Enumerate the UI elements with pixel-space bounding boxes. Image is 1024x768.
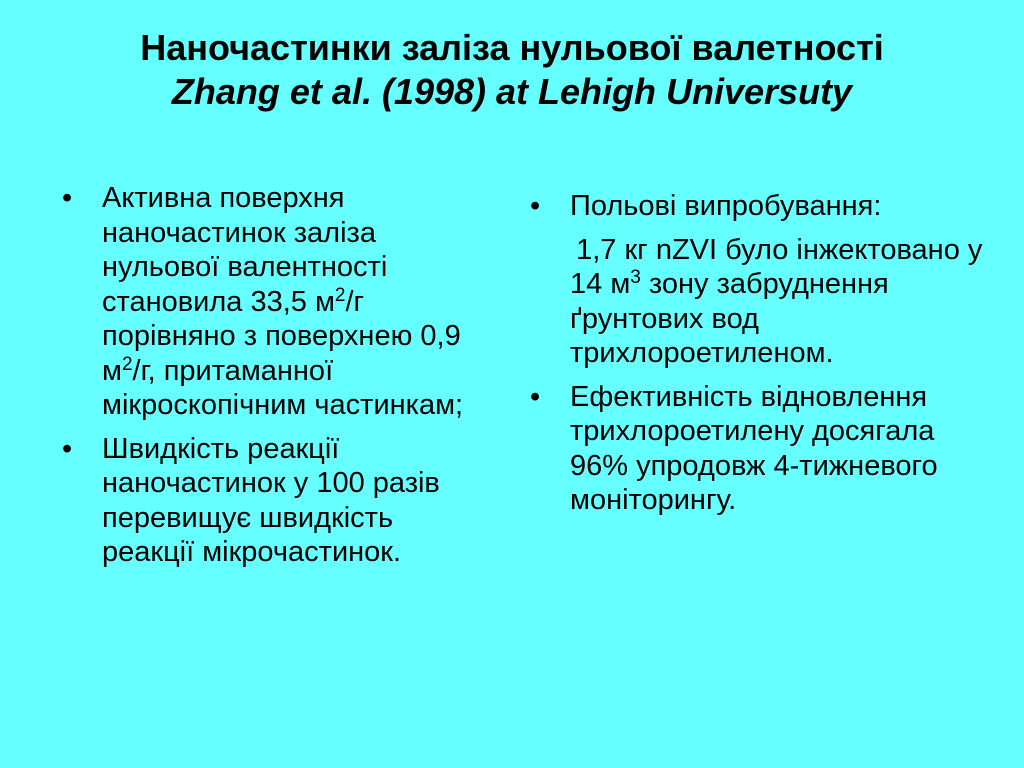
- left-bullet1-superscript1: 2: [334, 284, 346, 306]
- left-bullet1-text-part2: /г порівняно з поверхнею 0,9 м: [102, 285, 461, 387]
- right-bullet2-text: Ефективність відновлення трихлороетилену досягала 96% упродовж 4-тижневого моніторингу.: [570, 380, 938, 516]
- right-bullet-efficiency: [530, 380, 1000, 518]
- right-bullet1-text: Польові випробування:: [570, 190, 882, 222]
- left-bullet-surface-area: [62, 181, 482, 423]
- left-bullet1-superscript2: 2: [121, 353, 133, 375]
- slide-title-line1: Наночастинки заліза нульової валетності: [140, 27, 884, 68]
- bullet-icon: •: [530, 190, 541, 222]
- bullet-icon: •: [62, 432, 73, 465]
- slide-title-line2: Zhang et al. (1998) at Lehigh Universuty: [171, 71, 853, 112]
- left-bullet2-text: Швидкість реакції наночастинок у 100 разів перевищує швидкість реакції мікрочастинок.: [102, 432, 440, 568]
- bullet-icon: •: [530, 380, 541, 413]
- right-continuation-text-part2: зону забруднення ґрунтових вод трихлороетиленом.: [570, 268, 897, 369]
- right-continuation-text-part1: 1,7 кг nZVI було інжектовано у 14 м: [560, 233, 991, 300]
- left-bullet1-text-part1: Активна поверхня наночастинок заліза нульової валентності становила 33,5 м: [102, 182, 388, 318]
- left-column: [62, 181, 482, 579]
- right-continuation-paragraph: [530, 233, 1000, 371]
- right-column: [530, 189, 1000, 527]
- right-continuation-superscript: 3: [630, 267, 641, 288]
- bullet-icon: •: [62, 182, 73, 214]
- slide-title: [0, 26, 1024, 114]
- left-bullet-reaction-rate: [62, 432, 482, 570]
- right-bullet-field-tests: [530, 189, 1000, 224]
- left-bullet1-text-part3: /г, притаманної мікроскопічним частинкам;: [102, 354, 464, 421]
